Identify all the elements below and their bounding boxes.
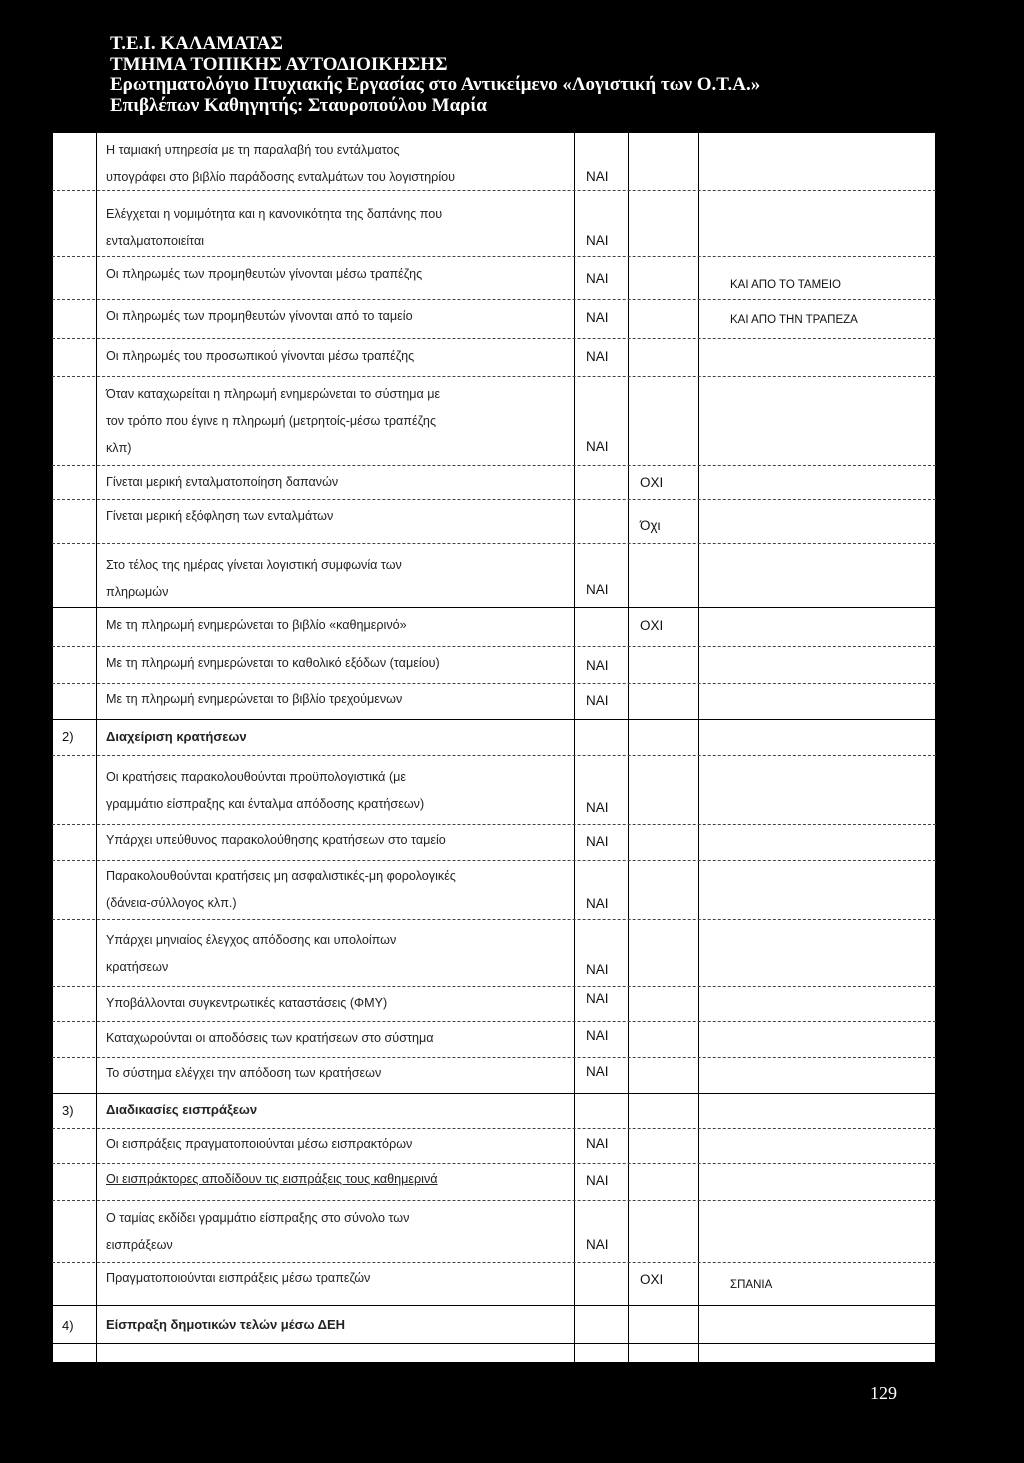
section-row [52,1094,936,1129]
question-text: Οι πληρωμές του προσωπικού γίνονται μέσω τραπέζης [106,349,415,363]
answer-no: ΟΧΙ [640,618,664,633]
answer-no: ΟΧΙ [640,1272,664,1287]
question-text: Οι πληρωμές των προμηθευτών γίνονται από το ταμείο [106,309,413,323]
table-row [52,1022,936,1058]
question-text: Γίνεται μερική εξόφληση των ενταλμάτων [106,509,334,523]
table-row [52,544,936,608]
answer-comment: ΚΑΙ ΑΠΟ ΤΟ ΤΑΜΕΙΟ [730,279,841,291]
answer-comment: ΣΠΑΝΙΑ [730,1279,773,1291]
question-text: κλπ) [106,441,132,455]
question-text: γραμμάτιο είσπραξης και ένταλμα απόδοσης κρατήσεων) [106,797,425,811]
answer-yes: ΝΑΙ [586,658,609,673]
answer-yes: ΝΑΙ [586,1064,609,1079]
question-text: κρατήσεων [106,960,169,974]
answer-comment: ΚΑΙ ΑΠΟ ΤΗΝ ΤΡΑΠΕΖΑ [730,314,858,326]
question-text: υπογράφει στο βιβλίο παράδοσης ενταλμάτων του λογιστηρίου [106,170,456,184]
table-row [52,339,936,377]
answer-no: Όχι [640,518,661,533]
question-text: Πραγματοποιούνται εισπράξεις μέσω τραπεζών [106,1271,371,1285]
table-row [52,466,936,500]
answer-yes: ΝΑΙ [586,439,609,454]
answer-yes: ΝΑΙ [586,582,609,597]
answer-yes: ΝΑΙ [586,800,609,815]
section-number: 4) [62,1318,74,1333]
question-text: Ο ταμίας εκδίδει γραμμάτιο είσπραξης στο σύνολο των [106,1211,410,1225]
section-title: Διαδικασίες εισπράξεων [106,1102,258,1117]
document-header [110,34,760,116]
table-row [52,1201,936,1263]
answer-yes: ΝΑΙ [586,1173,609,1188]
table-row [52,500,936,544]
table-row [52,257,936,300]
table-row [52,1129,936,1164]
section-number: 2) [62,729,74,744]
table-row [52,377,936,466]
section-number: 3) [62,1103,74,1118]
question-text: Ελέγχεται η νομιμότητα και η κανονικότητα της δαπάνης που [106,207,443,221]
question-text: Παρακολουθούνται κρατήσεις μη ασφαλιστικές-μη φορολογικές [106,869,456,883]
answer-yes: ΝΑΙ [586,693,609,708]
table-row [52,608,936,647]
answer-yes: ΝΑΙ [586,1136,609,1151]
question-text: ενταλματοποιείται [106,234,205,248]
question-text: τον τρόπο που έγινε η πληρωμή (μετρητοίς-μέσω τραπέζης [106,414,437,428]
question-text: πληρωμών [106,585,169,599]
section-row [52,1306,936,1344]
question-text: Υπάρχει υπεύθυνος παρακολούθησης κρατήσεων στο ταμείο [106,833,446,847]
questionnaire-table [52,133,936,1362]
answer-no: ΟΧΙ [640,475,664,490]
answer-yes: ΝΑΙ [586,349,609,364]
header-questionnaire-title: Ερωτηματολόγιο Πτυχιακής Εργασίας στο Αντικείμενο «Λογιστική των Ο.Τ.Α.» [110,74,761,95]
table-row [52,987,936,1022]
answer-yes: ΝΑΙ [586,310,609,325]
table-row [52,191,936,257]
table-row [52,684,936,720]
table-row [52,1058,936,1094]
answer-yes: ΝΑΙ [586,1237,609,1252]
question-text: Οι εισπράξεις πραγματοποιούνται μέσω εισπρακτόρων [106,1137,413,1151]
question-text: Όταν καταχωρείται η πληρωμή ενημερώνεται το σύστημα με [106,387,441,401]
question-text: Στο τέλος της ημέρας γίνεται λογιστική συμφωνία των [106,558,402,572]
question-text: (δάνεια-σύλλογος κλπ.) [106,896,237,910]
question-text: Υποβάλλονται συγκεντρωτικές καταστάσεις (ΦΜΥ) [106,996,388,1010]
answer-yes: ΝΑΙ [586,991,609,1006]
header-department: ΤΜΗΜΑ ΤΟΠΙΚΗΣ ΑΥΤΟΔΙΟΙΚΗΣΗΣ [110,53,448,75]
section-title: Διαχείριση κρατήσεων [106,729,247,744]
table-row [52,920,936,987]
section-row [52,720,936,756]
table-row [52,300,936,339]
answer-yes: ΝΑΙ [586,233,609,248]
answer-yes: ΝΑΙ [586,834,609,849]
question-text: Γίνεται μερική ενταλματοποίηση δαπανών [106,475,339,489]
question-text: Οι πληρωμές των προμηθευτών γίνονται μέσω τραπέζης [106,267,423,281]
question-text: εισπράξεων [106,1238,173,1252]
answer-yes: ΝΑΙ [586,1028,609,1043]
question-text: Με τη πληρωμή ενημερώνεται το καθολικό εξόδων (ταμείου) [106,656,440,670]
answer-yes: ΝΑΙ [586,271,609,286]
table-row [52,861,936,920]
header-supervisor: Επιβλέπων Καθηγητής: Σταυροπούλου Μαρία [110,94,487,116]
header-institution: Τ.Ε.Ι. ΚΑΛΑΜΑΤΑΣ [110,33,283,54]
table-row [52,756,936,825]
question-text: Υπάρχει μηνιαίος έλεγχος απόδοσης και υπολοίπων [106,933,397,947]
question-text: Οι εισπράκτορες αποδίδουν τις εισπράξεις τους καθημερινά [106,1172,438,1186]
question-text: Οι κρατήσεις παρακολουθούνται προϋπολογιστικά (με [106,770,407,784]
question-text: Με τη πληρωμή ενημερώνεται το βιβλίο τρεχούμενων [106,692,403,706]
table-row [52,133,936,191]
table-row [52,825,936,861]
question-text: Το σύστημα ελέγχει την απόδοση των κρατήσεων [106,1066,382,1080]
question-text: Με τη πληρωμή ενημερώνεται το βιβλίο «καθημερινό» [106,618,407,632]
question-text: Η ταμιακή υπηρεσία με τη παραλαβή του εντάλματος [106,143,400,157]
table-row [52,647,936,684]
answer-yes: ΝΑΙ [586,896,609,911]
page-number: 129 [870,1383,897,1403]
table-row [52,1164,936,1201]
answer-yes: ΝΑΙ [586,169,609,184]
table-row [52,1263,936,1306]
answer-yes: ΝΑΙ [586,962,609,977]
section-title: Είσπραξη δημοτικών τελών μέσω ΔΕΗ [106,1317,346,1332]
question-text: Καταχωρούνται οι αποδόσεις των κρατήσεων στο σύστημα [106,1031,434,1045]
